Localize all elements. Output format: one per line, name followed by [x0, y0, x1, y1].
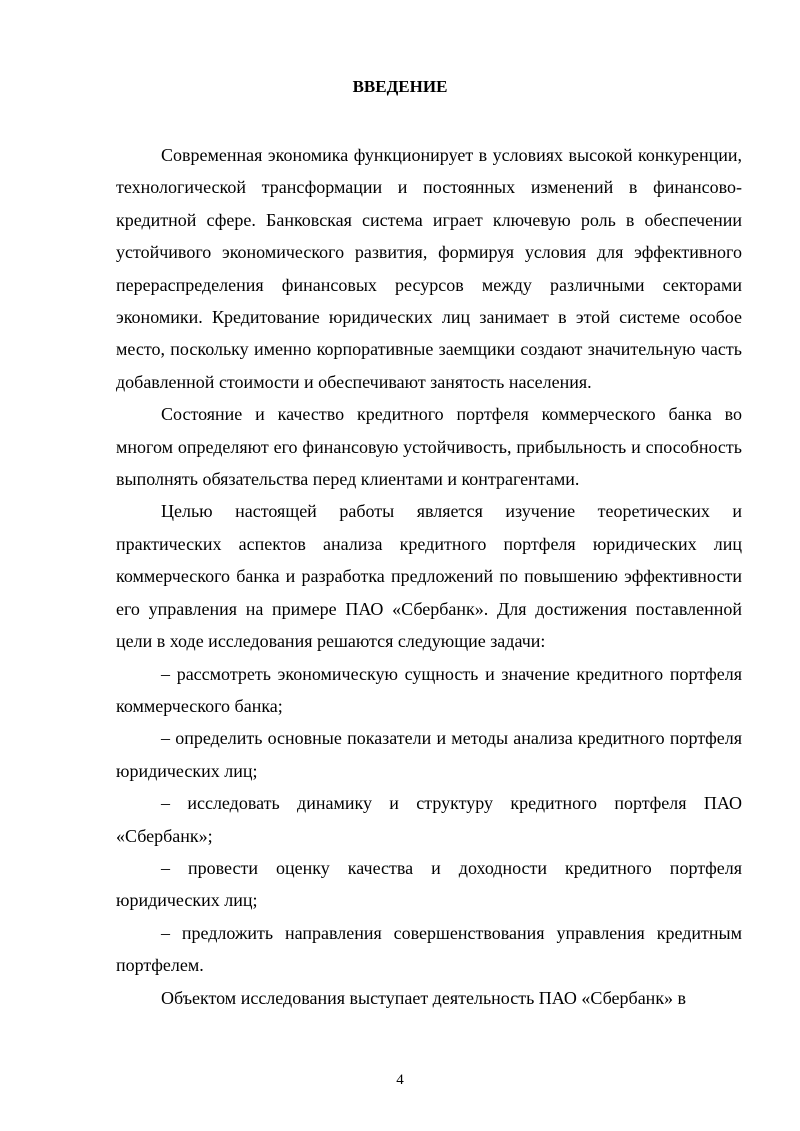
paragraph-intro: Современная экономика функционирует в условиях высокой конкуренции, технологической трансформации и постоянных изменений в финансово-кредитной сфере. Банковская система играет ключевую роль в обеспечении устойчивого экономического развития, формируя условия для эффективного перераспределения финансовых ресурсов между различными секторами экономики. Кредитование юридических лиц занимает в этой системе особое место, поскольку именно корпоративные заемщики создают значительную часть добавленной стоимости и обеспечивают занятость населения.: [116, 145, 742, 392]
task-item: – предложить направления совершенствования управления кредитным портфелем.: [116, 922, 742, 976]
task-item: – исследовать динамику и структуру кредитного портфеля ПАО «Сбербанк»;: [116, 793, 742, 846]
page-number: 4: [396, 1072, 404, 1088]
section-heading: ВВЕДЕНИЕ: [352, 77, 448, 96]
task-item: – рассмотреть экономическую сущность и значение кредитного портфеля коммерческого банка;: [116, 663, 742, 716]
task-item: – определить основные показатели и методы анализа кредитного портфеля юридических лиц;: [116, 728, 742, 781]
paragraph-portfolio-state: Состояние и качество кредитного портфеля коммерческого банка во многом определяют его финансовую устойчивость, прибыльность и способность выполнять обязательства перед клиентами и контрагентами.: [116, 404, 742, 490]
paragraph-object: Объектом исследования выступает деятельность ПАО «Сбербанк» в: [161, 987, 687, 1008]
paragraph-goal: Целью настоящей работы является изучение теоретических и практических аспектов анализа кредитного портфеля юридических лиц коммерческого банка и разработка предложений по повышению эффективности его управления на примере ПАО «Сбербанк». Для достижения поставленной цели в ходе исследования решаются следующие задачи:: [116, 501, 742, 652]
body-text: [116, 139, 742, 1014]
task-item: – провести оценку качества и доходности кредитного портфеля юридических лиц;: [116, 857, 742, 911]
